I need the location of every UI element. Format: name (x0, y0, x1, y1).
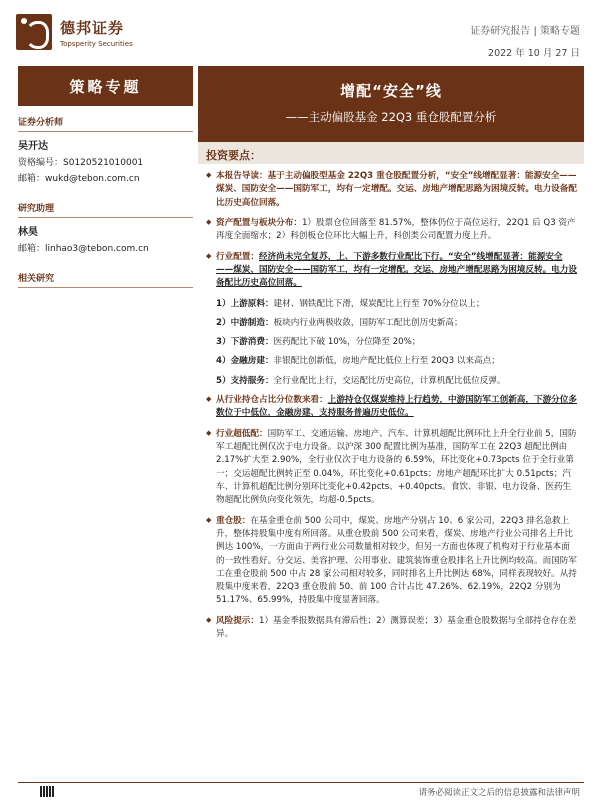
bullet-text: 1）股票仓位回落至 81.57%，整体仍位于高位运行，22Q1 后 Q3 资产再度全面缩水；2）科创板仓位环比大幅上升，科创类公司配置力度上升。 (216, 217, 576, 242)
category-banner: 策略专题 (18, 66, 193, 106)
brand-name-en: Topsperity Securities (60, 39, 133, 48)
bullet-label: 风险提示： (216, 615, 259, 626)
sidebar (18, 115, 193, 293)
logo-text (60, 17, 133, 48)
title-banner (198, 66, 584, 142)
footer-divider (18, 782, 584, 783)
logo-mark-icon (16, 14, 52, 50)
summary-content (206, 170, 578, 648)
analyst-email[interactable]: 邮箱：wukd@tebon.com.cn (18, 174, 140, 184)
sub-label: 4）金融房建： (216, 356, 274, 367)
sub-label: 3）下游消费： (216, 337, 274, 348)
sub-label: 2）中游制造： (216, 317, 274, 328)
bullet-text: 在基金重仓前 500 公司中，煤炭、房地产分别占 10、6 家公司，22Q3 排名急救上升，整体持股集中度有所回落。从重仓股前 500 公司来看，煤炭、房地产行业公司排名上升比例达 100%，一方面由于两行业公司数量相对较少，但另一方面也体现了机构对于行业基本面的一致性看好。分交运、美容护理、公用事业、建筑装饰重仓股排名上升比例均较高。而国防军工在重仓股前 500 中占 28 家公司相对较多，同时排名上升比例达 68%，同样表现较好。从持股集中度来看，22Q3 重仓股前 50、前 100 合计占比 47.26%、62.19%，22Q2 分别为 51.17%、65.99%，持股集中度显著回落。 (216, 515, 577, 606)
qr-code-icon (40, 786, 54, 797)
sub-label: 5）支持服务： (216, 375, 274, 386)
bullet-text: 上游持仓仅煤炭维持上行趋势，中游国防军工创新高，下游分位多数位于中低位，金融房建、支持服务普遍历史低位。 (216, 395, 577, 419)
bullet-text: 国防军工、交通运输、房地产、汽车、计算机超配比例环比上升全行业前 5，国防军工超配比例仅次于电力设备。以沪深 300 配置比例为基准，国防军工在 22Q3 超配比例由 2.17%扩大至 2.90%，全行业仅次于电力设备的 6.59%，环比变化+0.73pcts 位于全行业第一；交运超配比例转正至 0.04%，环比变化+0.61pcts；房地产超配环比扩大 0.51pcts；汽车、计算机超配比例分别环比变化+0.42pcts、+0.40pcts。食饮、非银、电力设备、医药生物超配比例负向变化领先，均超-0.5pcts。 (216, 428, 577, 506)
sub-item (206, 375, 578, 388)
sub-text: 全行业配比上行，交运配比历史高位，计算机配比低位反弹。 (273, 375, 506, 386)
sub-item (206, 336, 578, 349)
brand-name-cn: 德邦证券 (60, 18, 125, 37)
report-title: 增配“安全”线 (340, 82, 442, 100)
sub-label: 1）上游原料： (216, 298, 274, 309)
bullet-text: 经济尚未完全复苏，上、下游多数行业配比下行。“安全”线增配显著：能源安全——煤炭、国防安全——国防军工，均有一定增配。交运、房地产增配思路为困境反转。电力设备配比历史高位回落。 (216, 251, 577, 289)
bullet-label: 行业超低配： (216, 428, 268, 439)
list-item (206, 170, 578, 210)
list-item (206, 515, 578, 608)
report-date: 2022 年 10 月 27 日 (488, 48, 580, 59)
report-type: 证券研究报告 | 策略专题 (470, 26, 580, 37)
list-item (206, 394, 578, 421)
summary-heading: 投资要点： (198, 142, 584, 164)
list-item (206, 217, 578, 244)
bullet-label: 行业配置： (216, 251, 259, 262)
analyst-name: 吴开达 (18, 141, 48, 152)
footer-disclaimer: 请务必阅读正文之后的信息披露和法律声明 (418, 788, 580, 798)
sub-text: 建材、钢铁配比下滑，煤炭配比上行至 70%分位以上； (273, 298, 485, 309)
list-item (206, 615, 578, 642)
list-item (206, 428, 578, 508)
contact-email[interactable]: 邮箱：linhao3@tebon.com.cn (18, 244, 149, 254)
contact-name: 林昊 (18, 227, 38, 238)
sub-text: 板块内行业两极收敛，国防军工配比创历史新高； (273, 317, 463, 328)
sub-item (206, 355, 578, 368)
sub-item (206, 317, 578, 330)
guide-text: 本报告导读：基于主动偏股型基金 22Q3 重仓股配置分析，“安全”线增配显著：能源安全——煤炭、国防安全——国防军工，均有一定增配。交运、房地产增配思路为困境反转。电力设备配比历史高位回落。 (216, 171, 577, 208)
bullet-text: 1）基金季报数据具有滞后性；2）测算误差；3）基金重仓股数据与全部持仓存在差异。 (216, 615, 577, 640)
report-subtitle: ——主动偏股基金 22Q3 重仓股配置分析 (285, 110, 497, 124)
sub-item (206, 298, 578, 311)
bullet-label: 从行业持仓占比分位数来看： (216, 395, 328, 406)
analyst-heading: 证券分析师 (18, 115, 193, 132)
bullet-label: 重仓股： (216, 515, 251, 526)
sub-text: 医药配比下破 10%，分位降至 20%； (273, 337, 421, 348)
bullet-label: 资产配置与板块分布： (216, 217, 302, 228)
related-research-heading: 相关研究 (18, 271, 193, 288)
sub-text: 非银配比创新低，房地产配比低位上行至 20Q3 以来高点； (273, 356, 500, 367)
contact-heading: 研究助理 (18, 201, 193, 218)
analyst-cert: 资格编号：S0120521010001 (18, 158, 144, 168)
brand-logo (16, 14, 133, 50)
list-item (206, 251, 578, 291)
